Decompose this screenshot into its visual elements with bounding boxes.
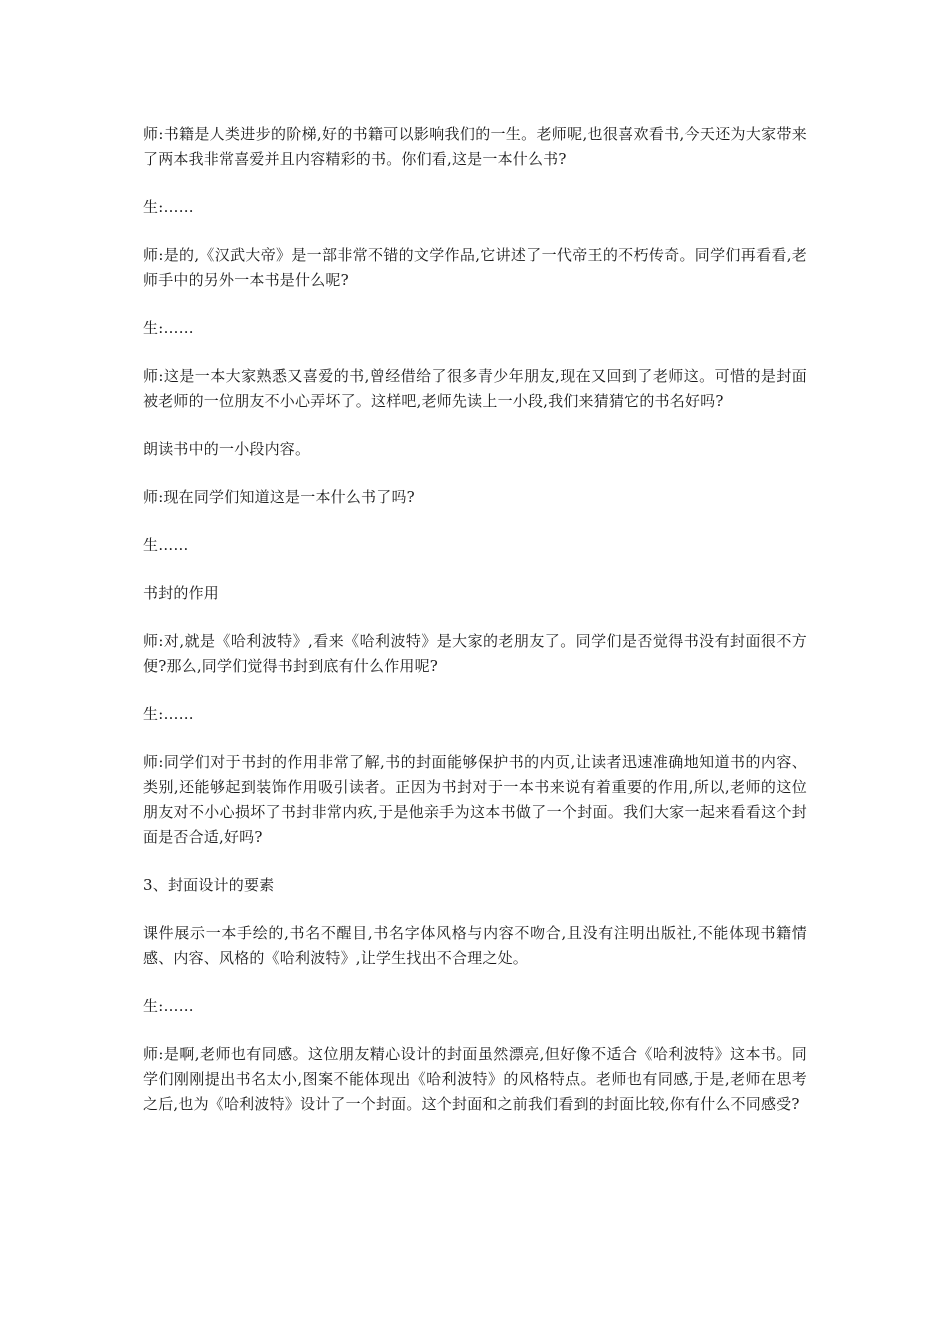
paragraph-teacher-cover-role: 师:同学们对于书封的作用非常了解,书的封面能够保护书的内页,让读者迅速准确地知道书的内容、类别,还能够起到装饰作用吸引读者。正因为书封对于一本书来说有着重要的作用,所以,老师的这位朋友对不小心损坏了书封非常内疚,于是他亲手为这本书做了一个封面。我们大家一起来看看这个封面是否合适,好吗? bbox=[143, 753, 807, 846]
paragraph-teacher-han-wu: 师:是的,《汉武大帝》是一部非常不错的文学作品,它讲述了一代帝王的不朽传奇。同学们再看看,老师手中的另外一本书是什么呢? bbox=[143, 246, 807, 289]
section-heading-cover-function: 书封的作用 bbox=[143, 584, 220, 602]
paragraph-teacher-guess: 师:这是一本大家熟悉又喜爱的书,曾经借给了很多青少年朋友,现在又回到了老师这。可惜的是封面被老师的一位朋友不小心弄坏了。这样吧,老师先读上一小段,我们来猜猜它的书名好吗? bbox=[143, 367, 807, 410]
paragraph-teacher-harry-potter: 师:对,就是《哈利波特》,看来《哈利波特》是大家的老朋友了。同学们是否觉得书没有封面很不方便?那么,同学们觉得书封到底有什么作用呢? bbox=[143, 632, 807, 675]
section-heading-cover-elements: 3、封面设计的要素 bbox=[143, 876, 275, 894]
paragraph-reading-note: 朗读书中的一小段内容。 bbox=[143, 440, 311, 458]
paragraph-student-reply: 生:…… bbox=[143, 997, 194, 1015]
paragraph-student-reply: 生:…… bbox=[143, 319, 194, 337]
paragraph-teacher-new-cover: 师:是啊,老师也有同感。这位朋友精心设计的封面虽然漂亮,但好像不适合《哈利波特》这本书。同学们刚刚提出书名太小,图案不能体现出《哈利波特》的风格特点。老师也有同感,于是,老师在思考之后,也为《哈利波特》设计了一个封面。这个封面和之前我们看到的封面比较,你有什么不同感受? bbox=[143, 1045, 807, 1113]
paragraph-student-reply: 生…… bbox=[143, 536, 189, 554]
paragraph-teacher-question: 师:现在同学们知道这是一本什么书了吗? bbox=[143, 488, 415, 506]
document-body bbox=[143, 122, 807, 1140]
paragraph-student-reply: 生:…… bbox=[143, 198, 194, 216]
paragraph-courseware: 课件展示一本手绘的,书名不醒目,书名字体风格与内容不吻合,且没有注明出版社,不能体现书籍情感、内容、风格的《哈利波特》,让学生找出不合理之处。 bbox=[143, 924, 807, 967]
paragraph-student-reply: 生:…… bbox=[143, 705, 194, 723]
paragraph-teacher-intro: 师:书籍是人类进步的阶梯,好的书籍可以影响我们的一生。老师呢,也很喜欢看书,今天还为大家带来了两本我非常喜爱并且内容精彩的书。你们看,这是一本什么书? bbox=[143, 125, 807, 168]
